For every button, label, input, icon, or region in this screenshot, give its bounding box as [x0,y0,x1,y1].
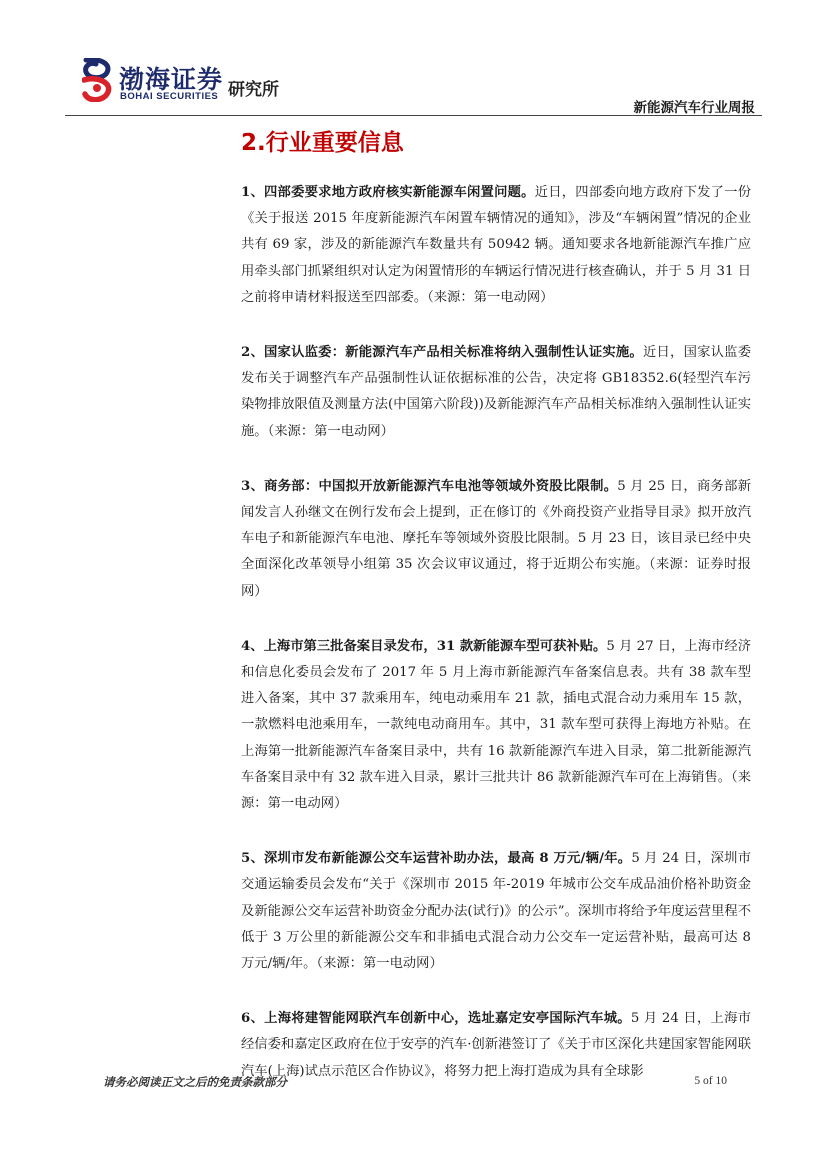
news-headline: 5、深圳市发布新能源公交车运营补助办法，最高 8 万元/辆/年。 [241,851,632,867]
logo-institute: 研究所 [228,80,279,100]
news-item [241,634,751,817]
news-body: 近日，国家认监委发布关于调整汽车产品强制性认证依据标准的公告，决定将 GB18352.6(轻型汽车污染物排放限值及测量方法(中国第六阶段))及新能源汽车产品相关标准纳入强制性认证实施。（来源：第一电动网） [241,345,751,439]
news-body: 5 月 24 日，深圳市交通运输委员会发布“关于《深圳市 2015 年-2019 年城市公交车成品油价格补助资金及新能源公交车运营补助资金分配办法(试行)》的公示”。深圳市将给予年度运营里程不低于 3 万公里的新能源公交车和非插电式混合动力公交车一定运营补贴，最高可达 8 万元/辆/年。（来源：第一电动网） [241,851,751,972]
news-item [241,180,751,311]
news-body: 5 月 27 日，上海市经济和信息化委员会发布了 2017 年 5 月上海市新能源汽车备案信息表。共有 38 款车型进入备案，其中 37 款乘用车，纯电动乘用车 21 款，插电式混合动力乘用车 15 款，一款燃料电池乘用车，一款纯电动商用车。其中，31 款车型可获得上海地方补贴。在上海第一批新能源汽车备案目录中，共有 16 款新能源汽车进入目录，第二批新能源汽车备案目录中有 32 款车进入目录，累计三批共计 86 款新能源汽车可在上海销售。（来源：第一电动网） [241,638,751,812]
news-body: 5 月 25 日，商务部新闻发言人孙继文在例行发布会上提到，正在修订的《外商投资产业指导目录》拟开放汽车电子和新能源汽车电池、摩托车等领域外资股比限制。5 月 23 日，该目录已经中央全面深化改革领导小组第 35 次会议审议通过，将于近期公布实施。（来源：证券时报网） [241,478,751,599]
section-title: 2.行业重要信息 [241,130,404,156]
report-title: 新能源汽车行业周报 [633,100,755,116]
news-item [241,846,751,977]
news-item [241,474,751,605]
news-headline: 2、国家认监委：新能源汽车产品相关标准将纳入强制性认证实施。 [241,345,643,361]
news-list [241,180,751,1114]
page-header [0,0,827,118]
logo-chinese-name: 渤海证券 [119,65,224,94]
news-body: 近日，四部委向地方政府下发了一份《关于报送 2015 年度新能源汽车闲置车辆情况的通知》，涉及“车辆闲置”情况的企业共有 69 家，涉及的新能源汽车数量共有 50942 辆。通知要求各地新能源汽车推广应用牵头部门抓紧组织对认定为闲置情形的车辆运行情况进行核查确认，并于 5 月 31 日之前将申请材料报送至四部委。（来源：第一电动网） [241,185,752,305]
news-headline: 6、上海将建智能网联汽车创新中心，选址嘉定安亭国际汽车城。 [241,1011,631,1027]
news-item [241,1006,751,1085]
news-body: 5 月 24 日，上海市经信委和嘉定区政府在位于安亭的汽车·创新港签订了《关于市区深化共建国家智能网联汽车(上海)试点示范区合作协议》，将努力把上海打造成为具有全球影 [241,1011,751,1079]
news-headline: 3、商务部：中国拟开放新能源汽车电池等领域外资股比限制。 [241,478,618,494]
news-headline: 1、四部委要求地方政府核实新能源车闲置问题。 [241,185,535,200]
page-number: 5 of 10 [694,1075,727,1087]
header-divider [65,115,762,116]
news-headline: 4、上海市第三批备案目录发布，31 款新能源车型可获补贴。 [241,638,607,654]
news-item [241,340,751,445]
bohai-logo-icon [82,58,112,102]
footer-disclaimer: 请务必阅读正文之后的免责条款部分 [103,1075,287,1089]
logo-english-name: BOHAI SECURITIES [120,91,219,102]
